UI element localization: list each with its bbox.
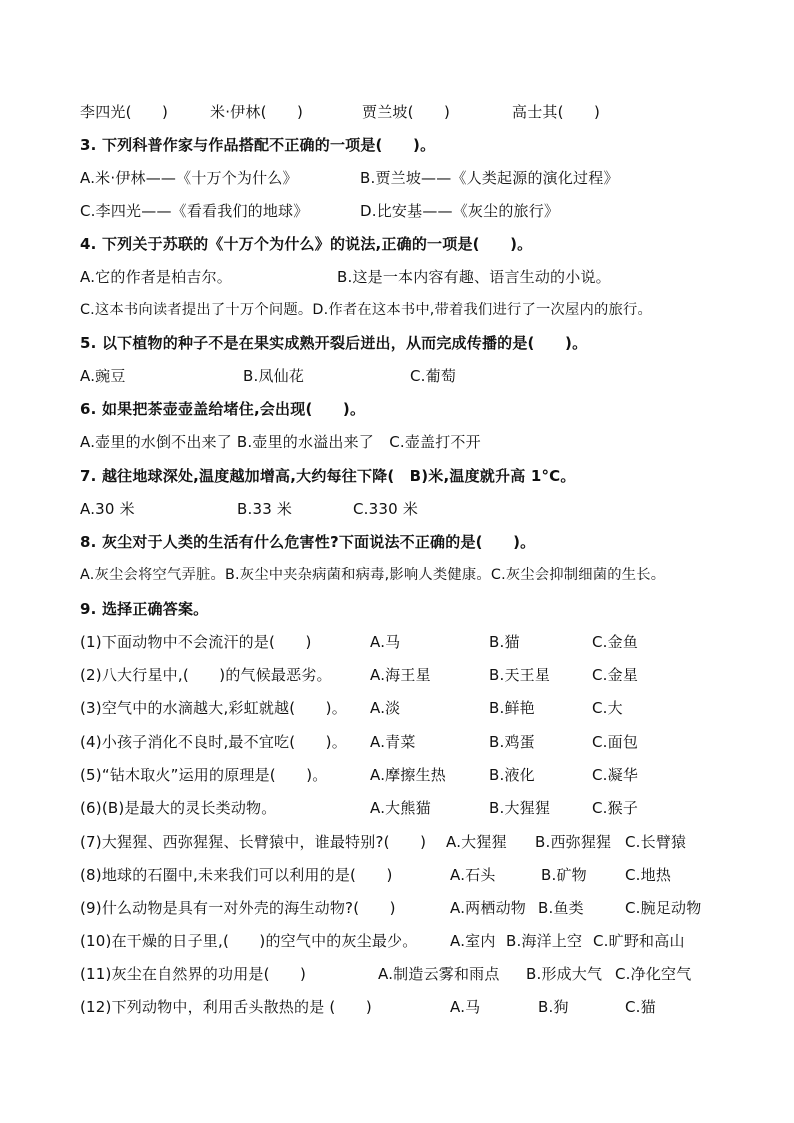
q9-item-option-b: B.西弥猩猩 [535, 833, 612, 851]
q9-item-option-b: B.液化 [489, 766, 535, 784]
q9-item-option-b: B.形成大气 [526, 965, 603, 983]
q9-item-option-b: B.鸡蛋 [489, 733, 535, 751]
question-3-option-a: A.米·伊林——《十万个为什么》 [80, 169, 298, 187]
question-7-option-c: C.330 米 [353, 500, 419, 518]
question-8-stem: 8. 灰尘对于人类的生活有什么危害性?下面说法不正确的是( )。 [80, 533, 536, 551]
q9-item-option-a: A.室内 [450, 932, 496, 950]
q9-item-option-c: C.金鱼 [592, 633, 639, 651]
q9-item-option-c: C.金星 [592, 666, 639, 684]
q9-item-option-c: C.腕足动物 [625, 899, 702, 917]
q9-item-option-a: A.马 [370, 633, 401, 651]
q9-item-question: (11)灰尘在自然界的功用是( ) [80, 965, 307, 983]
question-3-option-d: D.比安基——《灰尘的旅行》 [360, 202, 560, 220]
question-5-stem: 5. 以下植物的种子不是在果实成熟开裂后迸出，从而完成传播的是( )。 [80, 334, 588, 352]
question-9-stem: 9. 选择正确答案。 [80, 600, 209, 618]
author-li-siguang: 李四光( ) [80, 103, 169, 121]
q9-item-option-a: A.摩擦生热 [370, 766, 446, 784]
question-3-stem: 3. 下列科普作家与作品搭配不正确的一项是( )。 [80, 136, 436, 154]
q9-item-question: (7)大猩猩、西弥猩猩、长臂猿中，谁最特别?( ) [80, 833, 427, 851]
question-5-option-a: A.豌豆 [80, 367, 126, 385]
q9-item-option-a: A.海王星 [370, 666, 431, 684]
question-4-options-row2: C.这本书向读者提出了十万个问题。D.作者在这本书中,带着我们进行了一次屋内的旅行。 [80, 302, 653, 318]
question-4-option-a: A.它的作者是柏吉尔。 [80, 268, 232, 286]
q9-item-question: (10)在干燥的日子里,( )的空气中的灰尘最少。 [80, 932, 418, 950]
q9-item-option-a: A.青菜 [370, 733, 416, 751]
q9-item-question: (2)八大行星中,( )的气候最恶劣。 [80, 666, 332, 684]
question-5-option-c: C.葡萄 [410, 367, 457, 385]
question-7-option-b: B.33 米 [237, 500, 293, 518]
q9-item-option-a: A.大熊猫 [370, 799, 431, 817]
q9-item-option-a: A.石头 [450, 866, 496, 884]
question-5-option-b: B.凤仙花 [243, 367, 305, 385]
q9-item-option-c: C.地热 [625, 866, 672, 884]
question-4-option-b: B.这是一本内容有趣、语言生动的小说。 [337, 268, 611, 286]
question-7-stem: 7. 越往地球深处,温度越加增高,大约每往下降( B)米,温度就升高 1°C。 [80, 467, 576, 485]
question-6-options: A.壶里的水倒不出来了 B.壶里的水溢出来了 C.壶盖打不开 [80, 433, 481, 451]
q9-item-option-b: B.猫 [489, 633, 520, 651]
author-jia-lanpo: 贾兰坡( ) [362, 103, 451, 121]
question-6-stem: 6. 如果把茶壶壶盖给堵住,会出现( )。 [80, 400, 366, 418]
q9-item-option-b: B.鲜艳 [489, 699, 535, 717]
q9-item-option-a: A.两栖动物 [450, 899, 526, 917]
q9-item-option-c: C.猴子 [592, 799, 639, 817]
q9-item-option-b: B.海洋上空 [506, 932, 583, 950]
q9-item-question: (4)小孩子消化不良时,最不宜吃( )。 [80, 733, 347, 751]
q9-item-option-a: A.大猩猩 [446, 833, 507, 851]
q9-item-option-b: B.大猩猩 [489, 799, 551, 817]
question-3-option-c: C.李四光——《看看我们的地球》 [80, 202, 309, 220]
q9-item-option-b: B.鱼类 [538, 899, 584, 917]
q9-item-option-c: C.大 [592, 699, 623, 717]
q9-item-option-b: B.天王星 [489, 666, 551, 684]
q9-item-option-b: B.狗 [538, 998, 569, 1016]
author-mi-yilin: 米·伊林( ) [210, 103, 304, 121]
q9-item-option-a: A.制造云雾和雨点 [378, 965, 500, 983]
q9-item-question: (9)什么动物是具有一对外壳的海生动物?( ) [80, 899, 396, 917]
question-4-stem: 4. 下列关于苏联的《十万个为什么》的说法,正确的一项是( )。 [80, 235, 533, 253]
q9-item-question: (12)下列动物中，利用舌头散热的是 ( ) [80, 998, 372, 1016]
q9-item-question: (6)(B)是最大的灵长类动物。 [80, 799, 277, 817]
q9-item-option-c: C.面包 [592, 733, 639, 751]
q9-item-question: (8)地球的石圈中,未来我们可以利用的是( ) [80, 866, 393, 884]
q9-item-option-c: C.长臂猿 [625, 833, 687, 851]
q9-item-option-c: C.旷野和高山 [593, 932, 685, 950]
q9-item-option-c: C.凝华 [592, 766, 639, 784]
q9-item-question: (5)“钻木取火”运用的原理是( )。 [80, 766, 328, 784]
question-3-option-b: B.贾兰坡——《人类起源的演化过程》 [360, 169, 619, 187]
q9-item-question: (1)下面动物中不会流汗的是( ) [80, 633, 312, 651]
q9-item-option-a: A.马 [450, 998, 481, 1016]
q9-item-option-b: B.矿物 [541, 866, 587, 884]
q9-item-option-c: C.净化空气 [615, 965, 692, 983]
q9-item-option-a: A.淡 [370, 699, 401, 717]
author-gao-shiqi: 高士其( ) [512, 103, 601, 121]
q9-item-question: (3)空气中的水滴越大,彩虹就越( )。 [80, 699, 347, 717]
question-7-option-a: A.30 米 [80, 500, 135, 518]
q9-item-option-c: C.猫 [625, 998, 656, 1016]
question-8-options: A.灰尘会将空气弄脏。B.灰尘中夹杂病菌和病毒,影响人类健康。C.灰尘会抑制细菌的生长。 [80, 567, 666, 583]
